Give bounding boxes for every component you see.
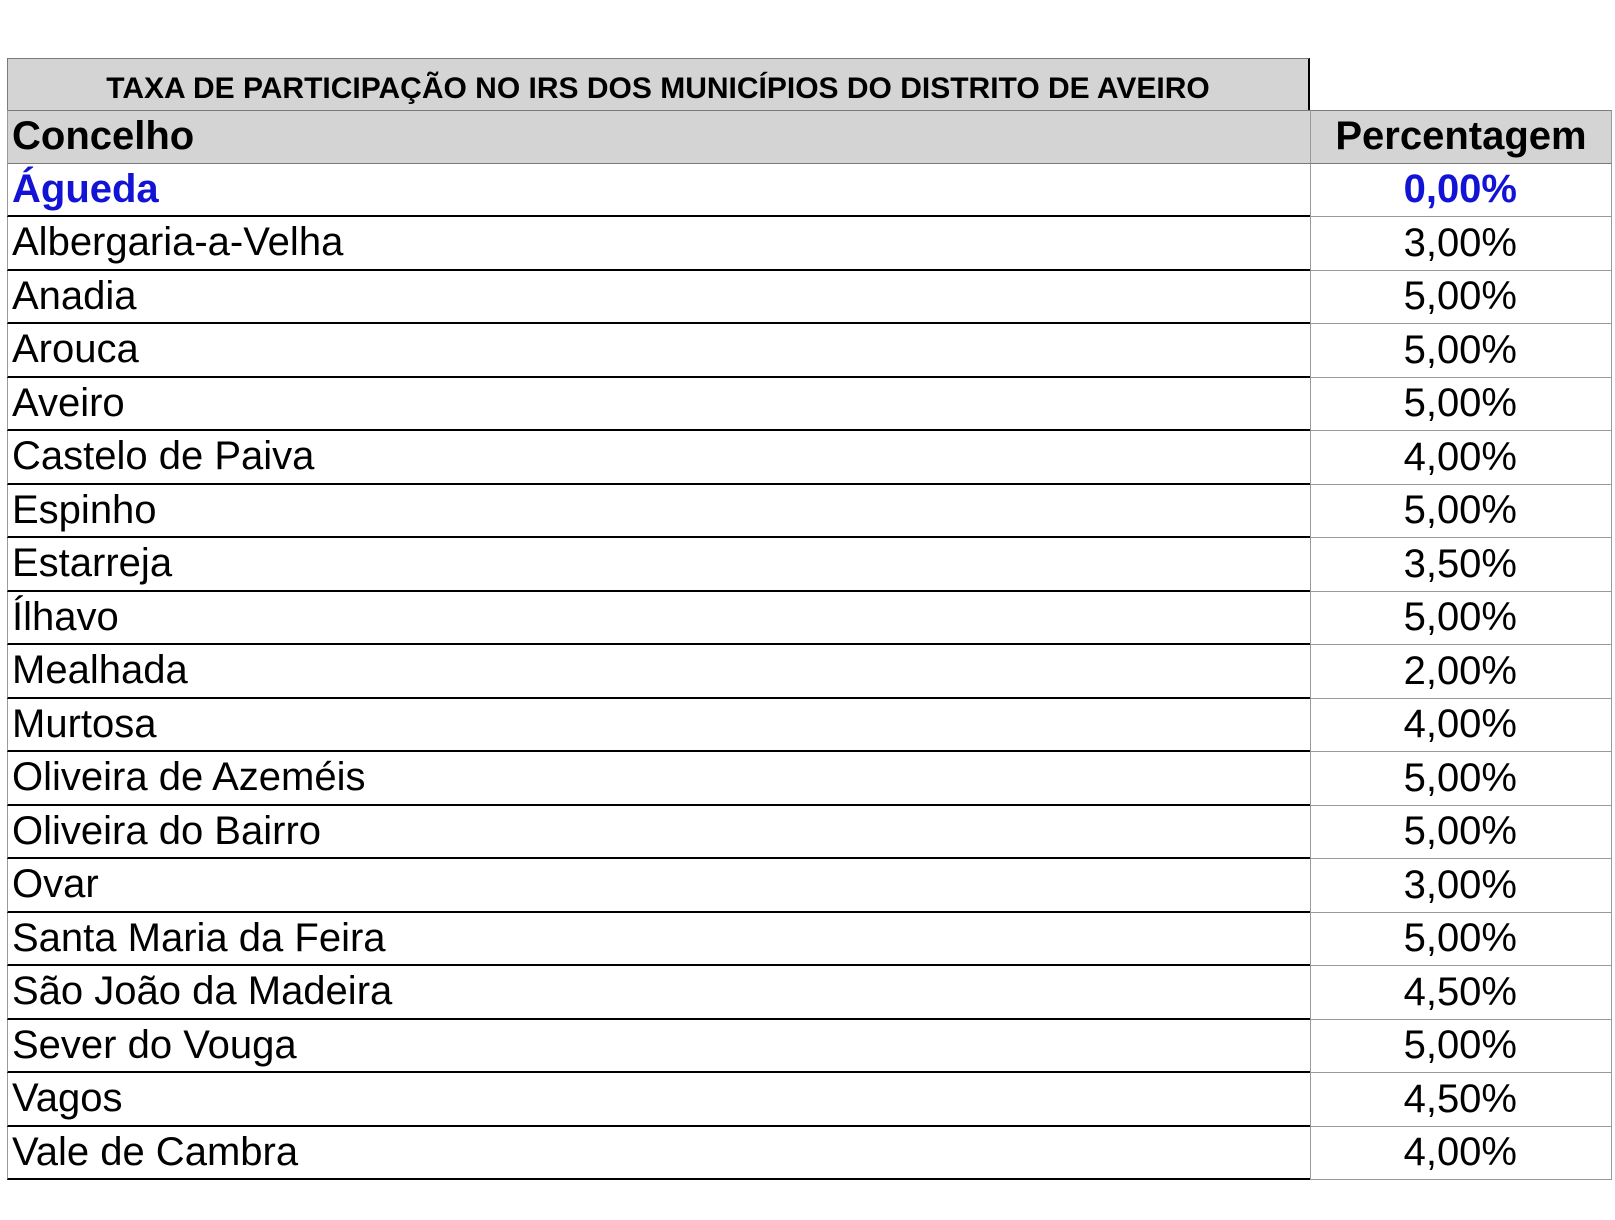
concelho-cell: Ovar [7,859,1310,913]
table-row [7,164,1612,218]
table-row [7,913,1612,967]
concelho-cell: Sever do Vouga [7,1020,1310,1074]
percentagem-cell: 4,00% [1310,431,1612,485]
percentagem-cell: 5,00% [1310,592,1612,646]
table-row [7,1020,1612,1074]
table-row [7,271,1612,325]
concelho-cell: Castelo de Paiva [7,431,1310,485]
table-title: TAXA DE PARTICIPAÇÃO NO IRS DOS MUNICÍPIOS DO DISTRITO DE AVEIRO [106,72,1210,105]
table-row [7,645,1612,699]
spreadsheet [7,58,1612,1180]
concelho-cell: Vagos [7,1073,1310,1127]
concelho-cell: Arouca [7,324,1310,378]
percentagem-cell: 4,00% [1310,699,1612,753]
header-row [7,110,1612,164]
percentagem-cell: 4,50% [1310,1073,1612,1127]
table-row [7,859,1612,913]
concelho-cell: Albergaria-a-Velha [7,217,1310,271]
concelho-cell: Vale de Cambra [7,1127,1310,1181]
table-row [7,1073,1612,1127]
concelho-cell: Ílhavo [7,592,1310,646]
concelho-cell: Aveiro [7,378,1310,432]
percentagem-cell: 3,00% [1310,859,1612,913]
table-row [7,431,1612,485]
percentagem-cell: 5,00% [1310,1020,1612,1074]
percentagem-cell: 0,00% [1310,164,1612,218]
percentagem-cell: 5,00% [1310,485,1612,539]
table-row [7,806,1612,860]
concelho-cell: Mealhada [7,645,1310,699]
percentagem-cell: 4,00% [1310,1127,1612,1181]
concelho-cell: Santa Maria da Feira [7,913,1310,967]
table-row [7,592,1612,646]
percentagem-cell: 3,00% [1310,217,1612,271]
percentagem-cell: 5,00% [1310,752,1612,806]
column-header-concelho: Concelho [7,110,1310,164]
table-row [7,538,1612,592]
concelho-cell: Estarreja [7,538,1310,592]
table-row [7,966,1612,1020]
column-header-percentagem: Percentagem [1310,110,1612,164]
table-row [7,485,1612,539]
table-body [7,164,1612,1181]
percentagem-cell: 5,00% [1310,913,1612,967]
concelho-cell: Águeda [7,164,1310,218]
percentagem-cell: 3,50% [1310,538,1612,592]
concelho-cell: Oliveira de Azeméis [7,752,1310,806]
percentagem-cell: 5,00% [1310,271,1612,325]
table-row [7,324,1612,378]
data-table [7,110,1612,1180]
table-row [7,378,1612,432]
table-row [7,217,1612,271]
concelho-cell: Oliveira do Bairro [7,806,1310,860]
concelho-cell: São João da Madeira [7,966,1310,1020]
table-row [7,752,1612,806]
percentagem-cell: 2,00% [1310,645,1612,699]
concelho-cell: Anadia [7,271,1310,325]
percentagem-cell: 5,00% [1310,324,1612,378]
percentagem-cell: 4,50% [1310,966,1612,1020]
percentagem-cell: 5,00% [1310,378,1612,432]
percentagem-cell: 5,00% [1310,806,1612,860]
table-row [7,1127,1612,1181]
concelho-cell: Murtosa [7,699,1310,753]
table-title-cell [7,58,1310,110]
table-row [7,699,1612,753]
concelho-cell: Espinho [7,485,1310,539]
